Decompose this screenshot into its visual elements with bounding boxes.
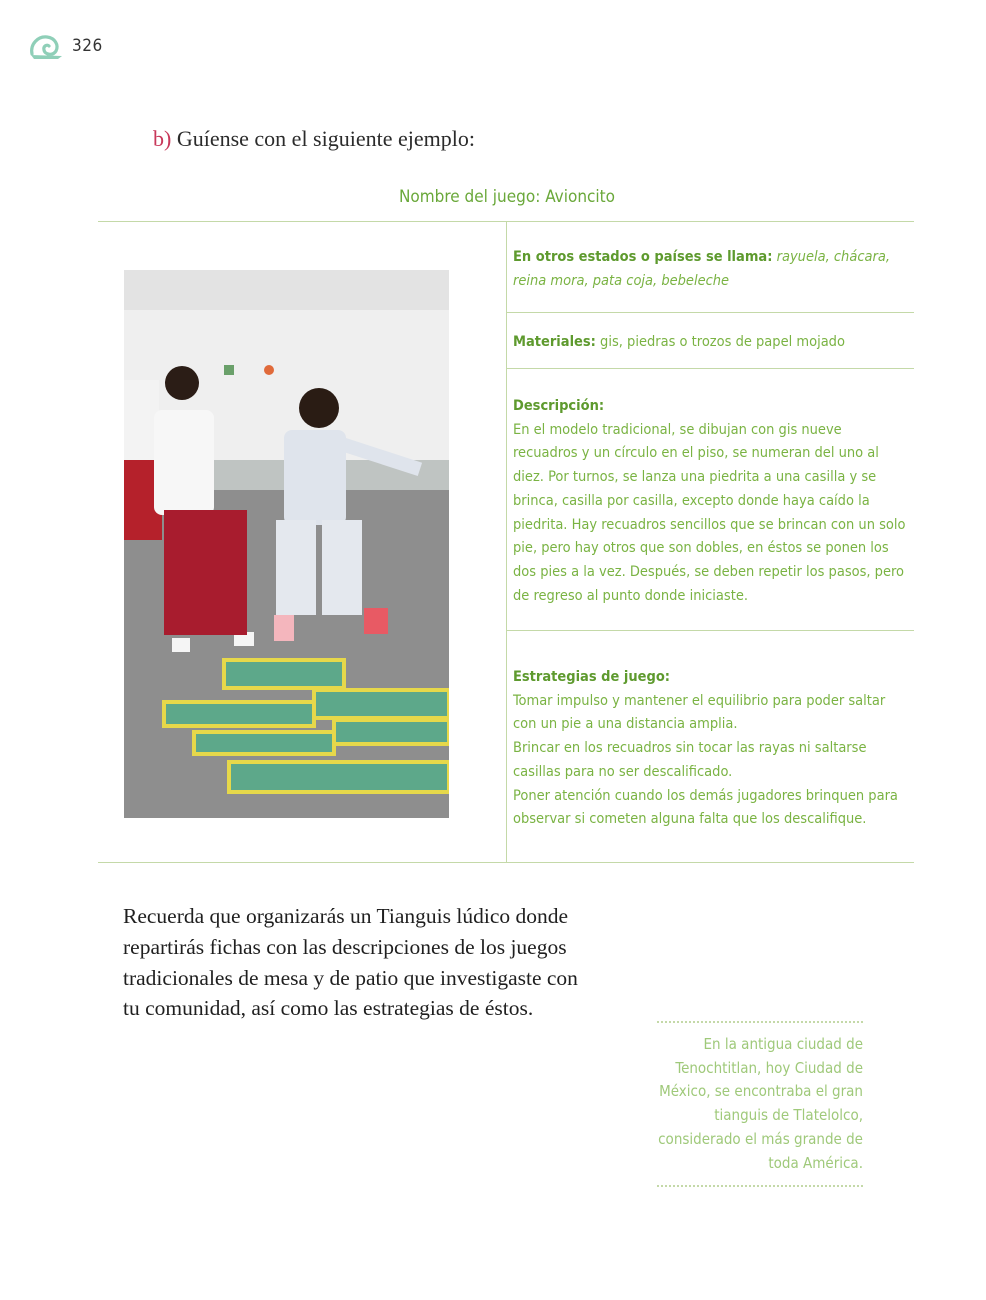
strategies-label: Estrategias de juego:	[513, 669, 671, 685]
materials-label: Materiales:	[513, 334, 596, 350]
strategy-item: Tomar impulso y mantener el equilibrio para poder saltar con un pie a una distancia amplia.	[513, 692, 886, 733]
table-bottom-rule	[98, 862, 914, 863]
other-names-value: rayuela, chácara, reina mora, pata coja, bebeleche	[513, 249, 890, 289]
children-playing-hopscotch-photo	[124, 270, 449, 818]
materials-value: gis, piedras o trozos de papel mojado	[600, 334, 845, 350]
other-names-cell	[513, 246, 908, 293]
instruction-heading	[153, 126, 475, 152]
instruction-letter: b)	[153, 126, 172, 151]
other-names-label: En otros estados o países se llama:	[513, 249, 773, 265]
cell-divider	[507, 312, 914, 313]
table-column-divider	[506, 222, 507, 862]
strategy-item: Brincar en los recuadros sin tocar las rayas ni saltarse casillas para no ser descalificado.	[513, 740, 867, 780]
reminder-paragraph: Recuerda que organizarás un Tianguis lúdico donde repartirás fichas con las descripciones de los juegos tradicionales de mesa y de patio que investigaste con tu comunidad, así como las estrategias de éstos.	[123, 904, 578, 1021]
strategies-cell	[513, 666, 908, 832]
description-label: Descripción:	[513, 398, 605, 414]
description-text: En el modelo tradicional, se dibujan con gis nueve recuadros y un círculo en el piso, se numeran del uno al diez. Por turnos, se lanza una piedrita a una casilla y se brinca, casilla por casilla, excepto donde haya caído la piedrita. Hay recuadros sencillos que se brincan con un solo pie, pero hay otros que son dobles, en éstos se ponen los dos pies a la vez. Después, se deben repetir los pasos, pero de regreso al punto donde iniciaste.	[513, 421, 906, 604]
page-number: 326	[72, 36, 103, 56]
instruction-text: Guíense con el siguiente ejemplo:	[176, 126, 475, 151]
description-cell	[513, 395, 908, 608]
cell-divider	[507, 630, 914, 631]
snail-shell-icon	[28, 32, 64, 60]
page-number-block	[28, 32, 103, 60]
sidebar-note: En la antigua ciudad de Tenochtitlan, hoy Ciudad de México, se encontraba el gran tianguis de Tlatelolco, considerado el más grande de toda América.	[657, 1021, 863, 1187]
cell-divider	[507, 368, 914, 369]
materials-cell	[513, 331, 908, 355]
strategy-item: Poner atención cuando los demás jugadores brinquen para observar si cometen alguna falta que los descalifique.	[513, 787, 898, 828]
game-card-title: Nombre del juego: Avioncito	[398, 187, 616, 207]
